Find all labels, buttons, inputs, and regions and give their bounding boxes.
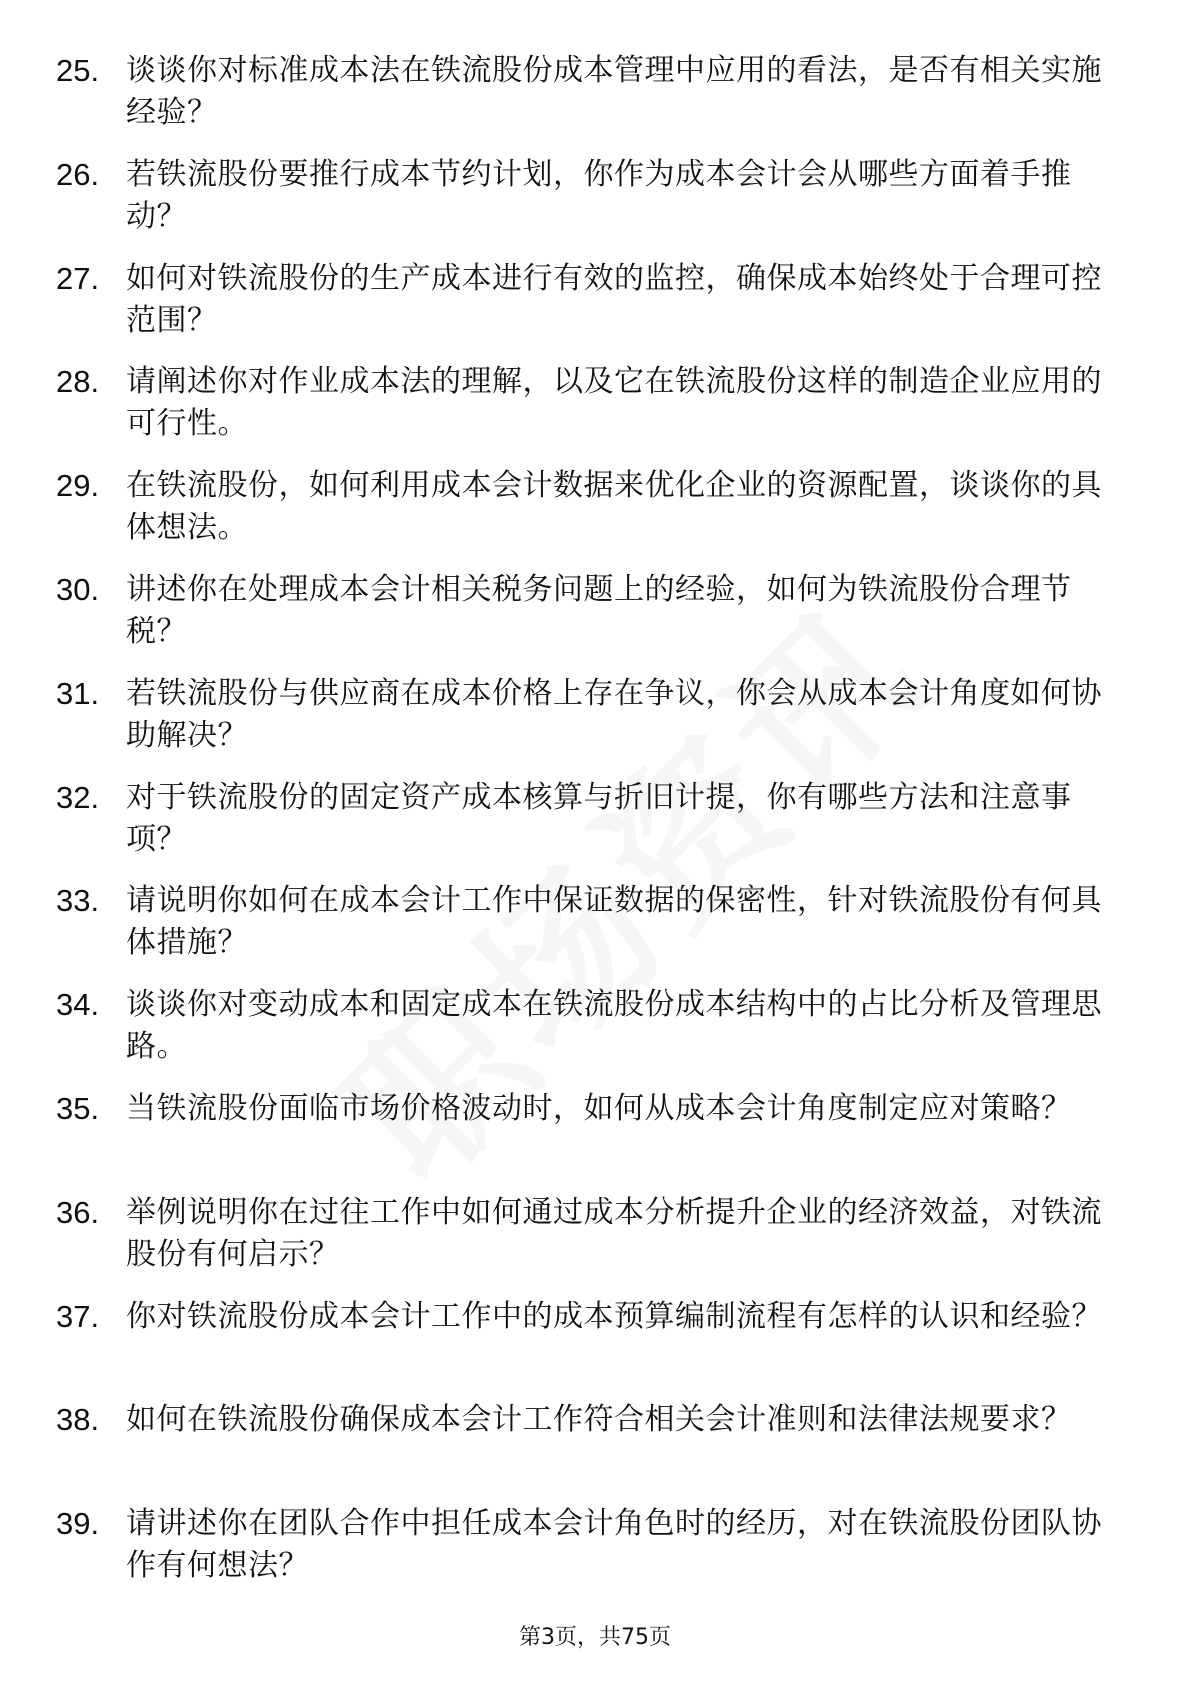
- question-text: 谈谈你对标准成本法在铁流股份成本管理中应用的看法，是否有相关实施经验？: [126, 53, 1102, 130]
- question-item: [56, 673, 1116, 777]
- question-item: [56, 1296, 1116, 1400]
- question-text: 若铁流股份与供应商在成本价格上存在争议，你会从成本会计角度如何协助解决？: [126, 675, 1102, 753]
- question-number: 27.: [56, 260, 100, 296]
- question-text: 对于铁流股份的固定资产成本核算与折旧计提，你有哪些方法和注意事项？: [126, 779, 1072, 857]
- question-number: 37.: [56, 1298, 100, 1334]
- question-item: [56, 465, 1116, 569]
- question-number: 30.: [56, 571, 100, 607]
- question-item: [56, 984, 1116, 1088]
- question-text: 谈谈你对变动成本和固定成本在铁流股份成本结构中的占比分析及管理思路。: [126, 987, 1102, 1065]
- question-number: 39.: [56, 1506, 100, 1542]
- question-text: 讲述你在处理成本会计相关税务问题上的经验，如何为铁流股份合理节税？: [126, 571, 1072, 649]
- question-item: [56, 1503, 1116, 1607]
- question-item: [56, 1192, 1116, 1296]
- page-number: 第3页，共75页: [519, 1625, 671, 1650]
- question-text: 如何在铁流股份确保成本会计工作符合相关会计准则和法律法规要求？: [126, 1402, 1072, 1438]
- question-text: 请说明你如何在成本会计工作中保证数据的保密性，针对铁流股份有何具体措施？: [126, 883, 1102, 961]
- question-list: [56, 50, 1116, 1607]
- question-number: 35.: [56, 1090, 100, 1126]
- question-item: [56, 361, 1116, 465]
- question-item: [56, 1088, 1116, 1192]
- question-item: [56, 1399, 1116, 1503]
- question-number: 25.: [56, 53, 100, 88]
- question-number: 29.: [56, 468, 100, 504]
- question-text: 举例说明你在过往工作中如何通过成本分析提升企业的经济效益，对铁流股份有何启示？: [126, 1194, 1102, 1272]
- question-item: [56, 258, 1116, 362]
- question-number: 38.: [56, 1402, 100, 1438]
- question-number: 36.: [56, 1194, 100, 1230]
- question-text: 你对铁流股份成本会计工作中的成本预算编制流程有怎样的认识和经验？: [126, 1298, 1102, 1334]
- question-item: [56, 569, 1116, 673]
- page-footer: [0, 1623, 1190, 1653]
- question-number: 34.: [56, 987, 100, 1023]
- question-item: [56, 880, 1116, 984]
- question-item: [56, 50, 1116, 154]
- question-number: 31.: [56, 675, 100, 711]
- question-text: 在铁流股份，如何利用成本会计数据来优化企业的资源配置，谈谈你的具体想法。: [126, 468, 1102, 546]
- question-number: 26.: [56, 156, 100, 192]
- question-text: 当铁流股份面临市场价格波动时，如何从成本会计角度制定应对策略？: [126, 1090, 1072, 1126]
- question-item: [56, 777, 1116, 881]
- question-text: 请讲述你在团队合作中担任成本会计角色时的经历，对在铁流股份团队协作有何想法？: [126, 1506, 1102, 1584]
- question-number: 33.: [56, 883, 100, 919]
- question-number: 28.: [56, 364, 100, 400]
- question-item: [56, 154, 1116, 258]
- question-text: 如何对铁流股份的生产成本进行有效的监控，确保成本始终处于合理可控范围？: [126, 260, 1102, 338]
- question-number: 32.: [56, 779, 100, 815]
- question-text: 若铁流股份要推行成本节约计划，你作为成本会计会从哪些方面着手推动？: [126, 156, 1072, 234]
- question-text: 请阐述你对作业成本法的理解，以及它在铁流股份这样的制造企业应用的可行性。: [126, 364, 1102, 442]
